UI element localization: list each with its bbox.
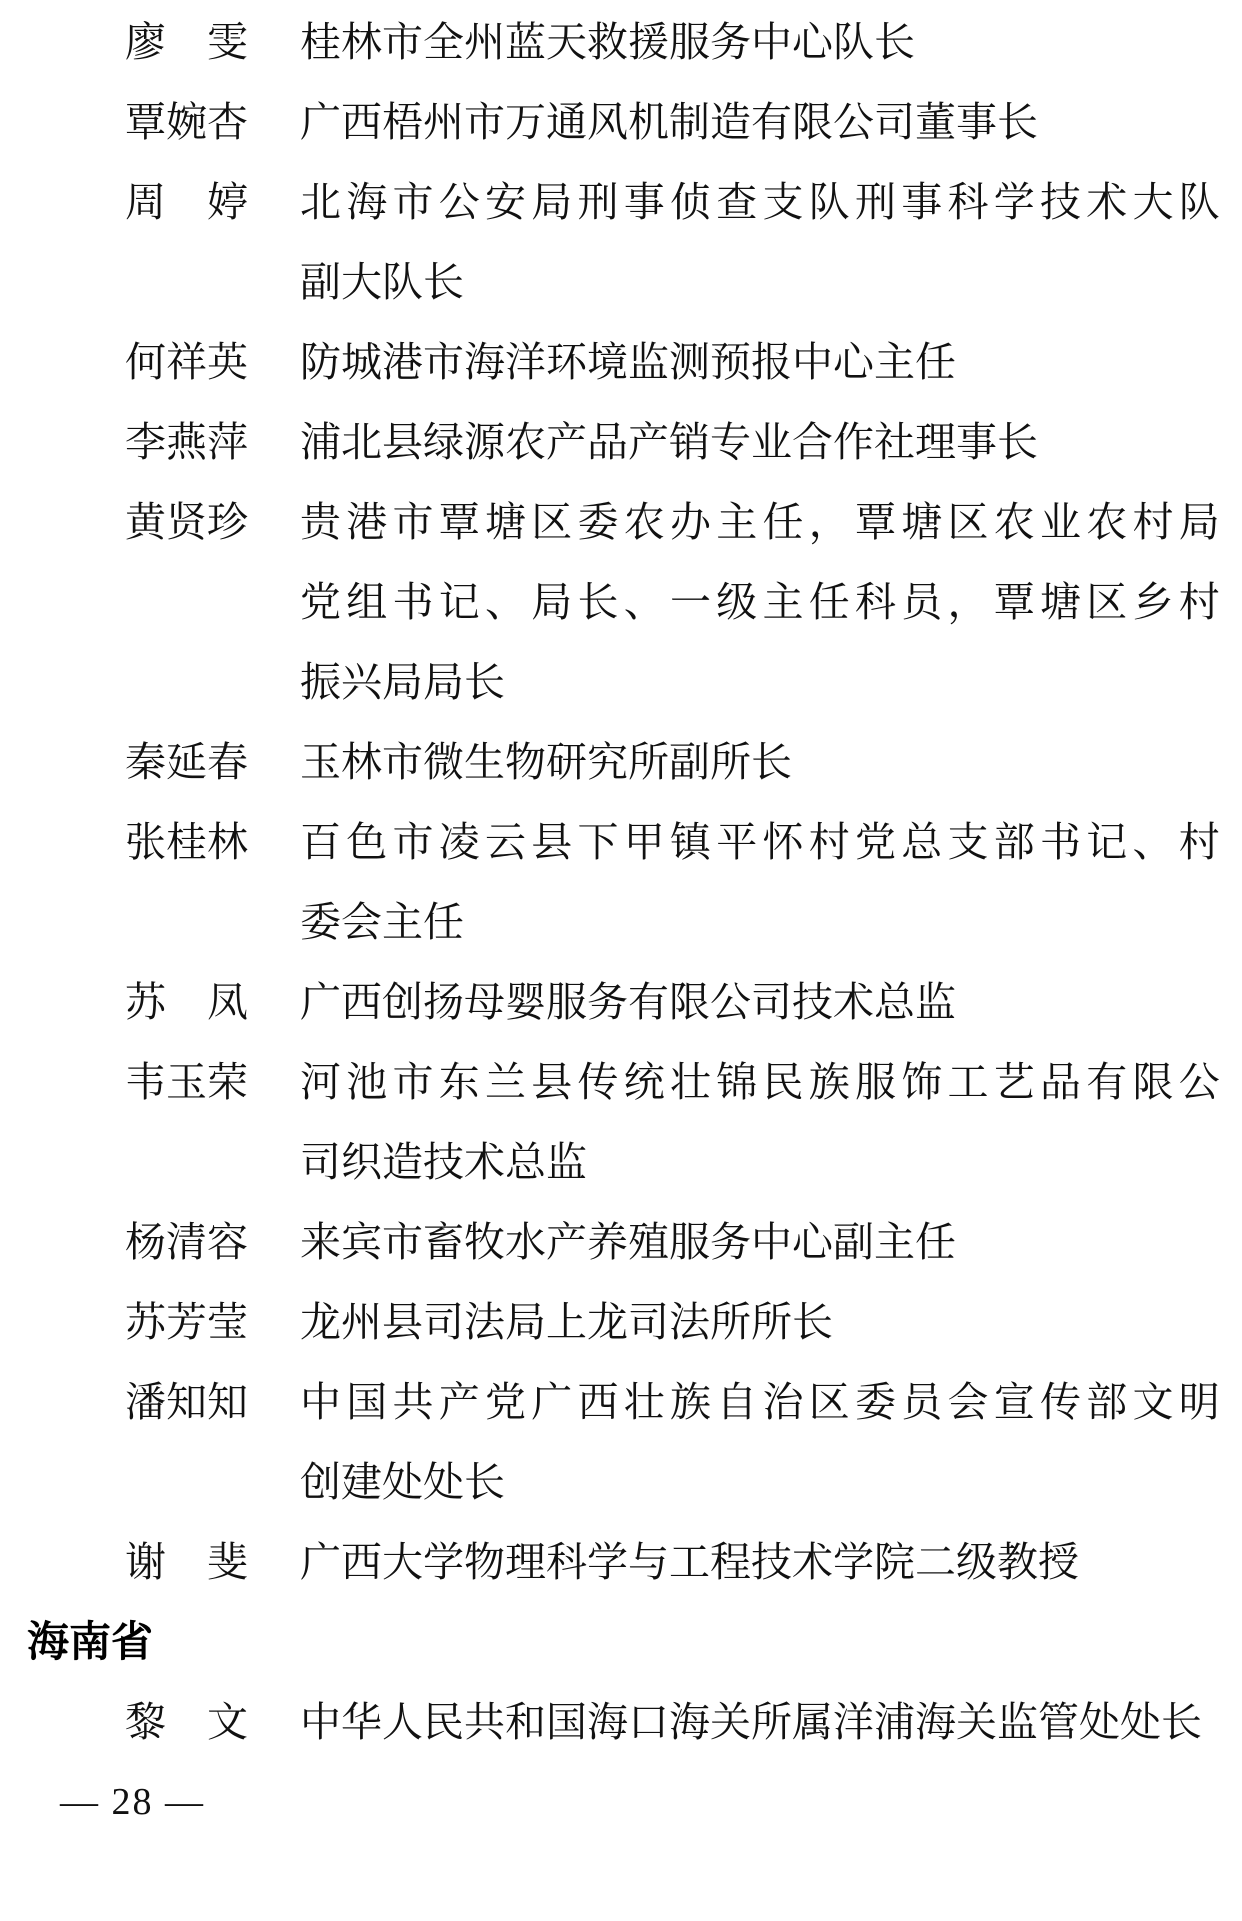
- entry-title-line: 防城港市海洋环境监测预报中心主任: [300, 339, 956, 385]
- entry-name: 苏芳莹: [125, 1299, 248, 1345]
- entry-title: [300, 1202, 1220, 1282]
- list-entry: [0, 82, 1242, 162]
- entry-title-line: 党 组 书 记 、 局 长 、 一 级 主 任 科 员 ， 覃 塘 区 乡 村: [300, 579, 1220, 625]
- entry-title: [300, 1682, 1220, 1762]
- list-entry: [0, 2, 1242, 82]
- entry-name: 覃婉杏: [125, 99, 248, 145]
- entry-title-line: 桂林市全州蓝天救援服务中心队长: [300, 19, 915, 65]
- entry-name: 谢 斐: [125, 1539, 248, 1585]
- entry-name: 何祥英: [125, 339, 248, 385]
- entry-title: [300, 1362, 1220, 1522]
- list-entry: [0, 722, 1242, 802]
- entry-title-line: 浦北县绿源农产品产销专业合作社理事长: [300, 419, 1038, 465]
- entry-name: 黎 文: [125, 1699, 248, 1745]
- entry-title-line: 广西大学物理科学与工程技术学院二级教授: [300, 1539, 1079, 1585]
- list-entry: [0, 1362, 1242, 1522]
- entry-title-line: 玉林市微生物研究所副所长: [300, 739, 792, 785]
- page-number: — 28 —: [60, 1781, 205, 1823]
- entry-title: [300, 82, 1220, 162]
- entry-title-line: 中华人民共和国海口海关所属洋浦海关监管处处长: [300, 1699, 1202, 1745]
- entry-title-line: 中 国 共 产 党 广 西 壮 族 自 治 区 委 员 会 宣 传 部 文 明: [300, 1379, 1220, 1425]
- list-entry: [0, 1522, 1242, 1602]
- list-entry: [0, 1042, 1242, 1202]
- entry-title-line: 广西创扬母婴服务有限公司技术总监: [300, 979, 956, 1025]
- entry-title: [300, 1522, 1220, 1602]
- entry-title-line: 北 海 市 公 安 局 刑 事 侦 查 支 队 刑 事 科 学 技 术 大 队: [300, 179, 1220, 225]
- entry-title-line: 来宾市畜牧水产养殖服务中心副主任: [300, 1219, 956, 1265]
- list-entry: [0, 1202, 1242, 1282]
- entry-title-line: 振兴局局长: [300, 659, 505, 705]
- entry-title-line: 贵 港 市 覃 塘 区 委 农 办 主 任 ， 覃 塘 区 农 业 农 村 局: [300, 499, 1220, 545]
- entry-name: 李燕萍: [125, 419, 248, 465]
- list-entry: [0, 1682, 1242, 1762]
- entry-title: [300, 162, 1220, 322]
- entry-name: 廖 雯: [125, 19, 248, 65]
- entry-title: [300, 1282, 1220, 1362]
- entry-name: 杨清容: [125, 1219, 248, 1265]
- list-entry: [0, 322, 1242, 402]
- entry-title: [300, 402, 1220, 482]
- entry-title: [300, 802, 1220, 962]
- entry-title: [300, 722, 1220, 802]
- entry-name: 黄贤珍: [125, 499, 248, 545]
- entry-name: 张桂林: [125, 819, 248, 865]
- entry-name: 秦延春: [125, 739, 248, 785]
- section-heading: 海南省: [27, 1618, 154, 1665]
- entry-title-line: 百 色 市 凌 云 县 下 甲 镇 平 怀 村 党 总 支 部 书 记 、 村: [300, 819, 1220, 865]
- list-entry: [0, 962, 1242, 1042]
- entry-name: 韦玉荣: [125, 1059, 248, 1105]
- entry-title: [300, 482, 1220, 722]
- entry-title-line: 河 池 市 东 兰 县 传 统 壮 锦 民 族 服 饰 工 艺 品 有 限 公: [300, 1059, 1220, 1105]
- entry-title-line: 委会主任: [300, 899, 464, 945]
- entry-name: 周 婷: [125, 179, 248, 225]
- entry-title: [300, 2, 1220, 82]
- entry-title-line: 创建处处长: [300, 1459, 505, 1505]
- list-entry: [0, 1282, 1242, 1362]
- list-entry: [0, 802, 1242, 962]
- list-entry: [0, 402, 1242, 482]
- entry-name: 潘知知: [125, 1379, 248, 1425]
- entry-title-line: 司织造技术总监: [300, 1139, 587, 1185]
- entry-title-line: 龙州县司法局上龙司法所所长: [300, 1299, 833, 1345]
- entry-title: [300, 962, 1220, 1042]
- list-entry: [0, 162, 1242, 322]
- entry-title: [300, 322, 1220, 402]
- entry-name: 苏 凤: [125, 979, 248, 1025]
- list-entry: [0, 482, 1242, 722]
- entry-title: [300, 1042, 1220, 1202]
- entry-title-line: 广西梧州市万通风机制造有限公司董事长: [300, 99, 1038, 145]
- entry-title-line: 副大队长: [300, 259, 464, 305]
